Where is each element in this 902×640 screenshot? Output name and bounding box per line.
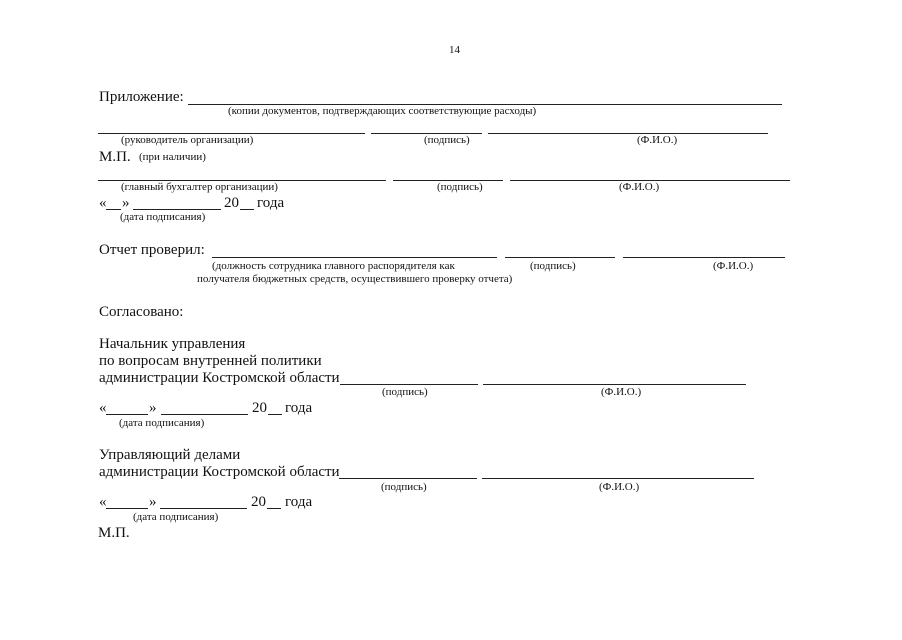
head-internal-signature-caption: (подпись) (382, 386, 428, 398)
attachment-label: Приложение: (99, 89, 184, 105)
stamp-label: М.П. (99, 149, 131, 165)
date1-caption: (дата подписания) (120, 211, 206, 223)
date1-century: 20 (224, 195, 239, 211)
checked-position-caption-1: (должность сотрудника главного распорядителя как (212, 260, 455, 272)
head-internal-title-2: по вопросам внутренней политики (99, 353, 322, 369)
agreed-label: Согласовано: (99, 304, 184, 320)
date2-year-line[interactable] (268, 414, 282, 415)
chief-affairs-name-line[interactable] (482, 478, 754, 479)
date2-day-line[interactable] (106, 414, 148, 415)
date2-century: 20 (252, 400, 267, 416)
date1-day-line[interactable] (106, 209, 121, 210)
chief-affairs-signature-caption: (подпись) (381, 481, 427, 493)
date3-open-quote: « (99, 494, 107, 510)
head-name-caption: (Ф.И.О.) (637, 134, 678, 146)
head-signature-caption: (подпись) (424, 134, 470, 146)
accountant-position-caption: (главный бухгалтер организации) (121, 181, 278, 193)
head-internal-signature-line[interactable] (340, 384, 478, 385)
stamp-note: (при наличии) (139, 151, 206, 163)
checked-label: Отчет проверил: (99, 242, 205, 258)
date3-month-line[interactable] (160, 508, 247, 509)
date1-year-line[interactable] (240, 209, 254, 210)
date2-month-line[interactable] (161, 414, 248, 415)
date2-close-quote: » (149, 400, 157, 416)
date1-close-quote: » (122, 195, 130, 211)
head-internal-name-caption: (Ф.И.О.) (601, 386, 642, 398)
checked-name-line[interactable] (623, 257, 785, 258)
date1-open-quote: « (99, 195, 107, 211)
date2-year-word: года (285, 400, 313, 416)
date3-year-line[interactable] (267, 508, 281, 509)
checked-position-line[interactable] (212, 257, 497, 258)
date3-close-quote: » (149, 494, 157, 510)
page-number: 14 (449, 44, 460, 56)
accountant-signature-caption: (подпись) (437, 181, 483, 193)
date1-month-line[interactable] (133, 209, 221, 210)
head-name-line[interactable] (488, 133, 768, 134)
checked-signature-line[interactable] (505, 257, 615, 258)
date1-year-word: года (257, 195, 285, 211)
stamp2-label: М.П. (98, 525, 130, 541)
chief-affairs-title-2: администрации Костромской области (99, 464, 340, 480)
accountant-name-caption: (Ф.И.О.) (619, 181, 660, 193)
head-internal-title-1: Начальник управления (99, 336, 246, 352)
checked-name-caption: (Ф.И.О.) (713, 260, 754, 272)
chief-affairs-title-1: Управляющий делами (99, 447, 241, 463)
head-internal-name-line[interactable] (483, 384, 746, 385)
date2-open-quote: « (99, 400, 107, 416)
head-internal-title-3: администрации Костромской области (99, 370, 340, 386)
checked-position-caption-2: получателя бюджетных средств, осуществившего проверку отчета) (197, 273, 513, 285)
date3-century: 20 (251, 494, 266, 510)
head-position-caption: (руководитель организации) (121, 134, 254, 146)
checked-signature-caption: (подпись) (530, 260, 576, 272)
date3-year-word: года (285, 494, 313, 510)
attachment-caption: (копии документов, подтверждающих соответствующие расходы) (228, 105, 537, 117)
chief-affairs-name-caption: (Ф.И.О.) (599, 481, 640, 493)
date3-caption: (дата подписания) (133, 511, 219, 523)
date3-day-line[interactable] (106, 508, 148, 509)
date2-caption: (дата подписания) (119, 417, 205, 429)
chief-affairs-signature-line[interactable] (339, 478, 477, 479)
